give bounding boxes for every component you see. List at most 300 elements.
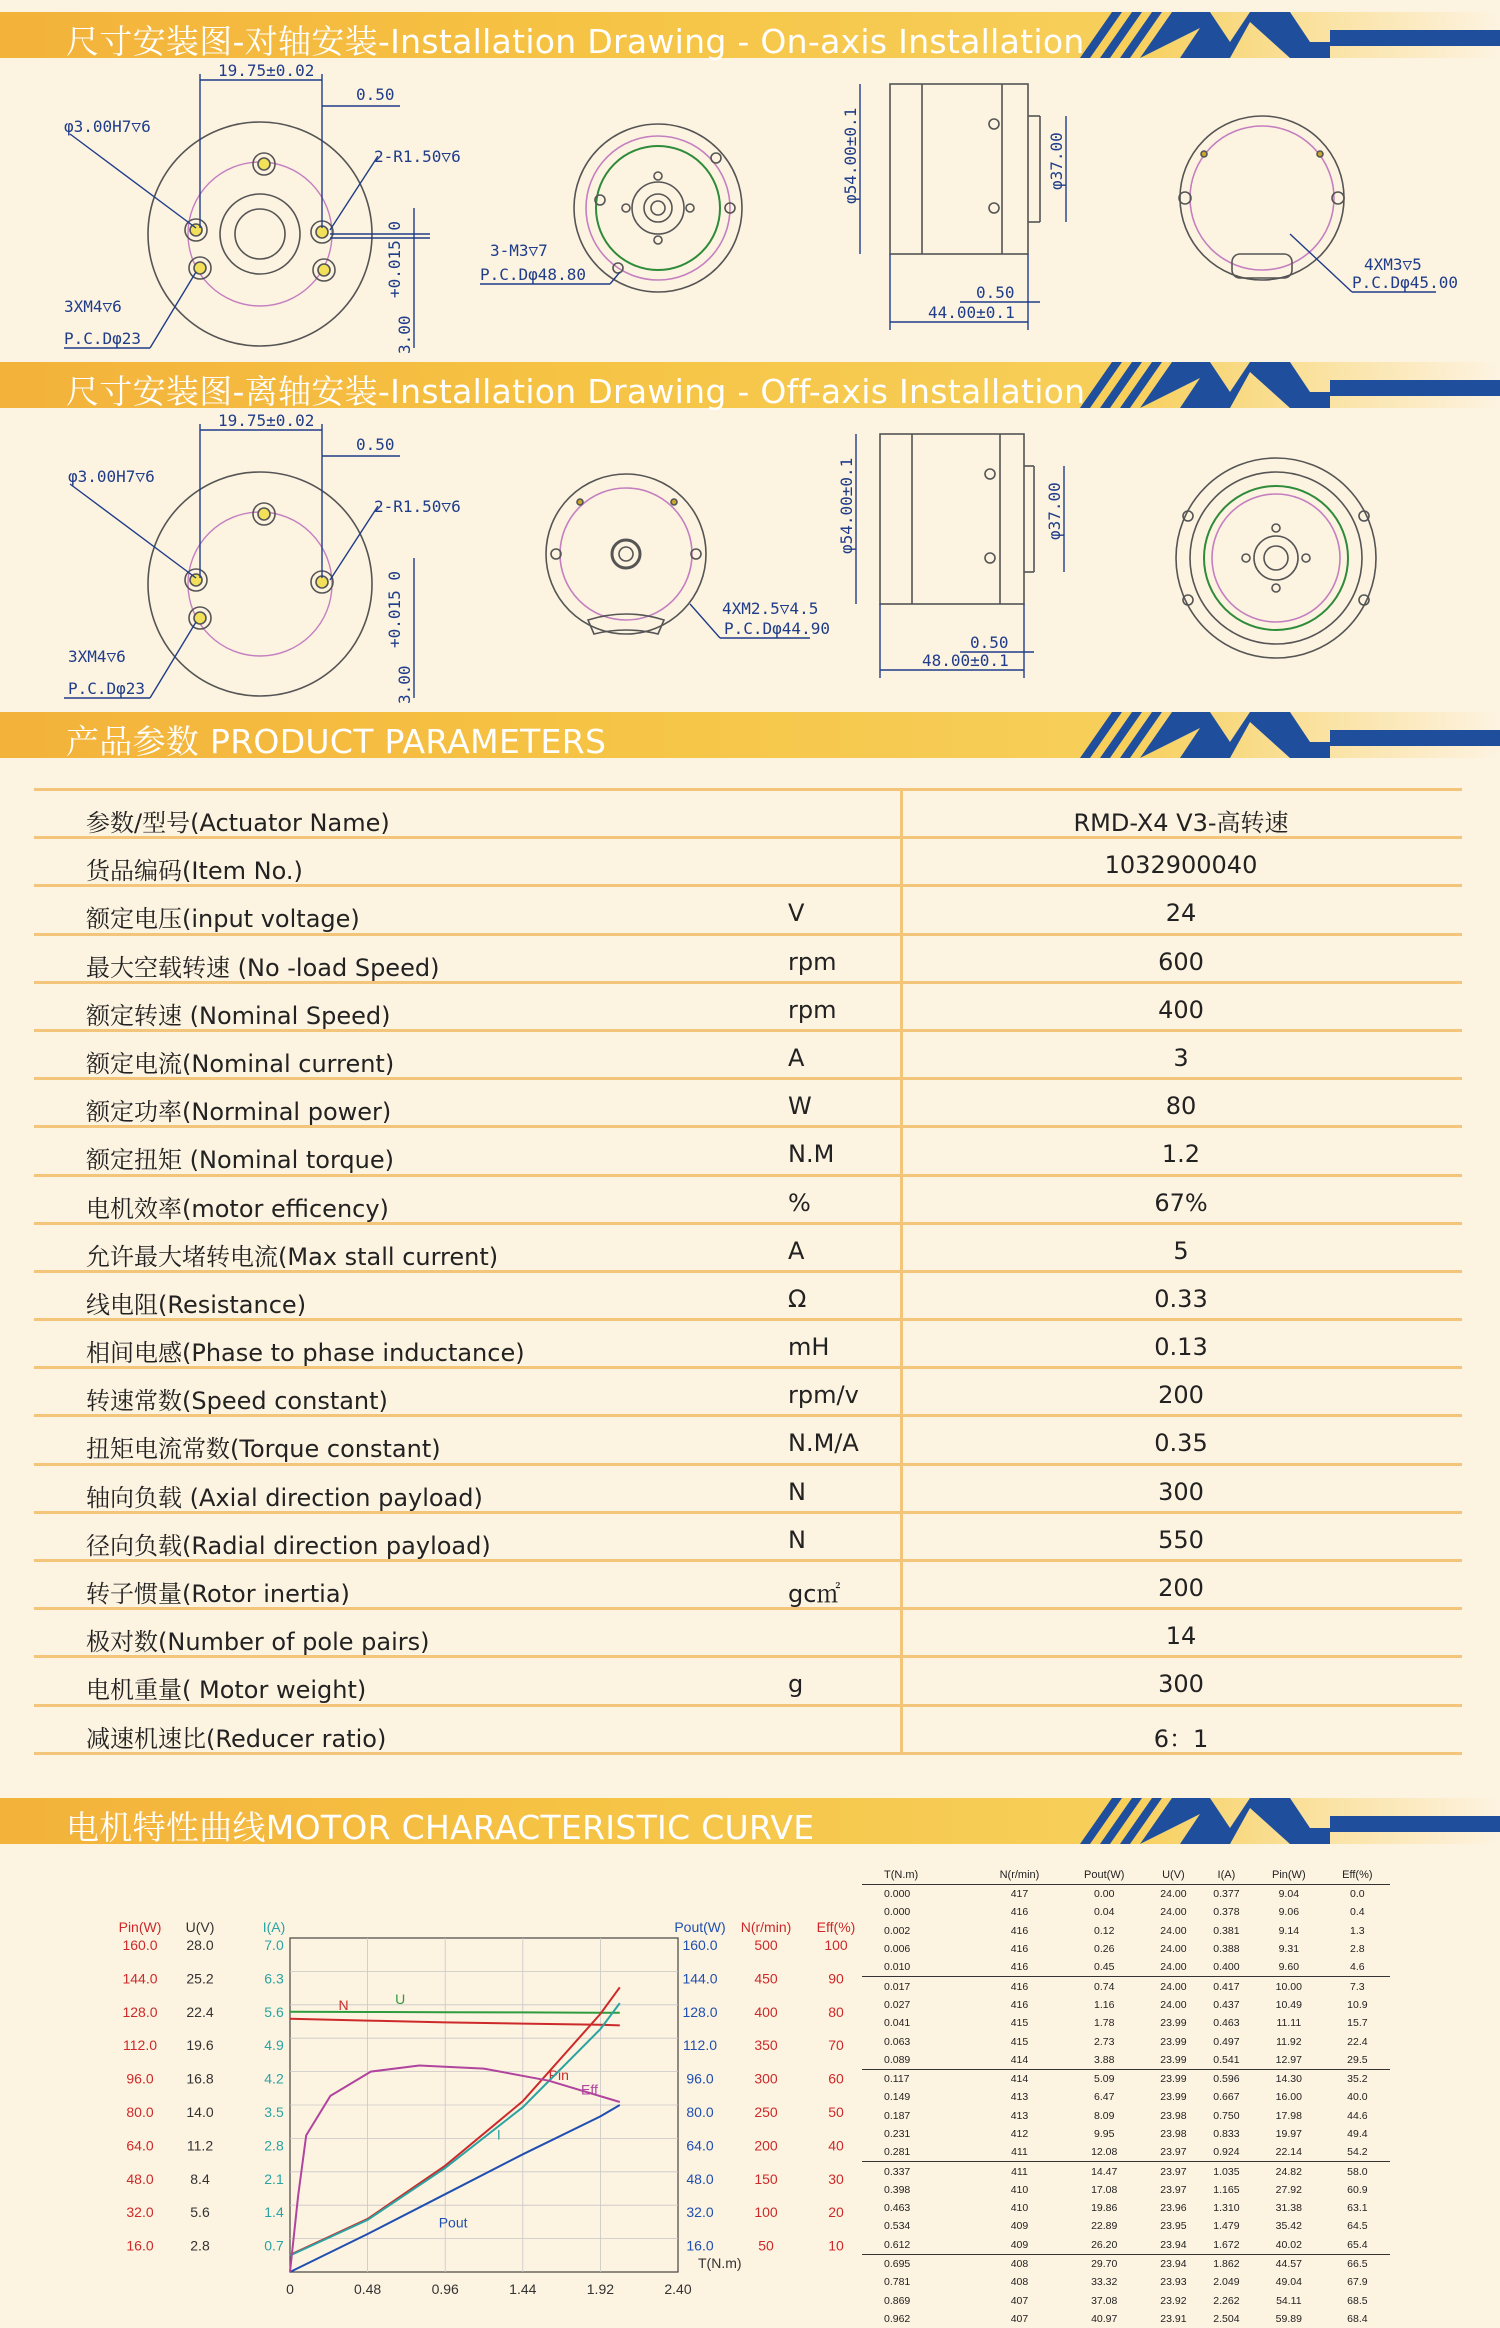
dim-offaxis-3: φ3.00H7▽6 [68, 467, 155, 486]
curve-table-row [862, 2014, 1390, 2032]
curve-table-cell: 415 [1010, 2017, 1029, 2030]
curve-table-cell: 416 [1010, 1998, 1029, 2011]
curve-table-row [862, 1903, 1390, 1921]
curve-table-cell: 0.833 [1213, 2128, 1240, 2140]
curve-table-cell: 416 [1010, 1943, 1029, 1956]
param-unit: % [788, 1188, 811, 1217]
curve-table-cell: 59.89 [1275, 2312, 1302, 2325]
curve-table-cell: 68.5 [1347, 2294, 1368, 2307]
curve-table-cell: 63.1 [1347, 2202, 1368, 2215]
right-axis-tick: 300 [754, 2070, 778, 2087]
curve-table-row [862, 2051, 1390, 2070]
curve-table-cell: 0.781 [884, 2276, 911, 2289]
param-unit: V [788, 899, 805, 928]
param-name: 最大空载转速 (No -load Speed) [86, 953, 440, 982]
curve-table-cell: 54.2 [1325, 2143, 1390, 2162]
param-value: 400 [1158, 995, 1204, 1024]
right-axis-tick: 96.0 [686, 2070, 714, 2087]
curve-table-cell: 44.57 [1275, 2258, 1302, 2271]
curve-table-cell: 24.00 [1160, 1906, 1187, 1919]
dim-onaxis-8: 3-M3▽7 [490, 241, 548, 260]
banner-params-title: 产品参数 PRODUCT PARAMETERS [66, 722, 607, 761]
param-value: 1.2 [1161, 1140, 1201, 1169]
curve-table-cell: 2.8 [1350, 1943, 1365, 1956]
curve-table-row [862, 2125, 1390, 2143]
curve-table-row [862, 2254, 1390, 2273]
param-name: 线电阻(Resistance) [86, 1290, 307, 1319]
curve-table-cell: 49.04 [1275, 2276, 1302, 2289]
brand-logo [1060, 712, 1500, 758]
curve-table-cell: 1.310 [1213, 2202, 1240, 2215]
curve-table-cell: 24.00 [1147, 1958, 1200, 1977]
curve-table-cell: 0.187 [884, 2109, 911, 2122]
right-axis-tick: 128.0 [682, 2003, 718, 2020]
series-label-eff: Eff [581, 2081, 598, 2098]
curve-table-cell: 1.862 [1213, 2258, 1240, 2271]
curve-table-cell: 410 [1010, 2183, 1029, 2196]
series-label-i: I [496, 2126, 501, 2143]
left-axis-tick: 96.0 [126, 2070, 154, 2087]
curve-table-cell: 65.4 [1325, 2236, 1390, 2255]
motor-characteristic-chart [0, 1900, 860, 2322]
param-value: 67% [1154, 1188, 1208, 1217]
left-axis-tick: 4.9 [264, 2037, 284, 2054]
curve-table-cell: 23.99 [1147, 2051, 1200, 2070]
curve-table-cell: 2.73 [1093, 2035, 1115, 2048]
left-axis-tick: 7.0 [264, 1937, 284, 1953]
series-line-pout [290, 2105, 620, 2272]
curve-table-cell: 0.041 [884, 2017, 911, 2030]
curve-table-cell: 0.400 [1200, 1958, 1253, 1977]
curve-table-cell: 4.6 [1325, 1958, 1390, 1977]
curve-table-cell: 0.04 [1093, 1906, 1115, 1919]
dim-onaxis-1: 19.75±0.02 [218, 61, 315, 80]
param-row [34, 984, 1462, 1032]
curve-table-cell: 0.463 [1213, 2017, 1240, 2030]
curve-table-cell: 415 [1010, 2035, 1029, 2048]
curve-table-cell: 0.437 [1213, 1998, 1240, 2011]
offaxis-drawing [0, 408, 1500, 708]
param-unit: A [788, 1236, 805, 1265]
curve-table-cell: 10.49 [1275, 1998, 1302, 2011]
curve-table-row [862, 1977, 1390, 1996]
left-axis-tick: 4.2 [264, 2070, 284, 2087]
curve-table-cell: 0.017 [884, 1980, 911, 1993]
curve-table-cell: 0.377 [1213, 1888, 1240, 1901]
banner-offaxis-title: 尺寸安装图-离轴安装-Installation Drawing - Off-axis Installation [66, 372, 1086, 411]
right-axis-tick: 20 [828, 2204, 844, 2221]
curve-table-cell: 409 [977, 2236, 1061, 2255]
curve-table-cell: 23.94 [1160, 2258, 1187, 2271]
curve-table-cell: 5.09 [1093, 2073, 1115, 2086]
left-axis-tick: 32.0 [126, 2204, 154, 2221]
right-axis-tick: 40 [828, 2137, 844, 2154]
curve-table-cell: 27.92 [1275, 2183, 1302, 2196]
param-row [34, 791, 1462, 839]
param-row [34, 1321, 1462, 1369]
curve-table-cell: 0.962 [884, 2312, 911, 2325]
left-axis-tick: 64.0 [126, 2137, 154, 2154]
banner-onaxis-title: 尺寸安装图-对轴安装-Installation Drawing - On-axis Installation [66, 22, 1085, 61]
curve-table-cell: 0.695 [884, 2258, 911, 2271]
curve-table-cell: 10.9 [1347, 1998, 1368, 2011]
param-name: 扭矩电流常数(Torque constant) [86, 1435, 441, 1464]
curve-table-cell: 9.04 [1278, 1888, 1300, 1901]
param-row [34, 936, 1462, 984]
curve-table-cell: 23.99 [1160, 2017, 1187, 2030]
param-row [34, 1610, 1462, 1658]
curve-table-cell: 0.027 [884, 1998, 911, 2011]
curve-table-cell: 0.231 [884, 2128, 911, 2140]
param-unit: rpm [788, 947, 837, 976]
right-axis-tick: 16.0 [686, 2237, 714, 2254]
right-axis-tick: 100 [824, 1937, 848, 1953]
curve-table-cell: 49.4 [1347, 2128, 1368, 2140]
dim-onaxis-12: 0.50 [976, 283, 1015, 302]
param-value: 200 [1158, 1381, 1204, 1410]
left-axis-tick: 8.4 [190, 2170, 210, 2187]
right-axis-tick: 80 [828, 2003, 844, 2020]
curve-table-cell: 23.97 [1160, 2183, 1187, 2196]
param-unit: N [788, 1525, 806, 1554]
curve-table-cell: 0.869 [884, 2294, 911, 2307]
param-unit: N [788, 1477, 806, 1506]
param-name: 额定扭矩 (Nominal torque) [86, 1146, 395, 1175]
right-axis-tick: 32.0 [686, 2204, 714, 2221]
curve-table-cell: 17.08 [1091, 2183, 1118, 2196]
left-axis-label: I(A) [262, 1919, 286, 1935]
param-row [34, 1273, 1462, 1321]
param-value: 24 [1165, 899, 1197, 928]
left-axis-tick: 80.0 [126, 2104, 154, 2120]
banner-curve [0, 1798, 1500, 1847]
curve-table-cell: 0.497 [1213, 2035, 1240, 2048]
param-value: 80 [1165, 1092, 1197, 1121]
param-name: 转子惯量(Rotor inertia) [86, 1580, 350, 1608]
curve-table-cell: 7.3 [1350, 1980, 1365, 1993]
left-axis-tick: 160.0 [122, 1937, 158, 1953]
param-unit: rpm/v [788, 1381, 859, 1410]
dim-onaxis-4: 2-R1.50▽6 [374, 147, 461, 166]
curve-table-cell: 1.672 [1200, 2236, 1253, 2255]
param-unit: N.M/A [788, 1429, 859, 1458]
curve-table-row [862, 1996, 1390, 2014]
curve-table-row [862, 2199, 1390, 2217]
curve-table-cell: 6.47 [1093, 2091, 1115, 2104]
curve-table-cell: 24.00 [1160, 1998, 1187, 2011]
param-name: 径向负载(Radial direction payload) [86, 1531, 491, 1560]
dim-onaxis-3: φ3.00H7▽6 [64, 117, 151, 136]
param-row [34, 1514, 1462, 1562]
dim-onaxis-9: P.C.Dφ48.80 [480, 265, 586, 284]
curve-table-cell: 10.00 [1275, 1980, 1302, 1993]
curve-table-header: T(N.m) [884, 1869, 919, 1881]
param-row [34, 1562, 1462, 1610]
curve-table-cell: 408 [1010, 2276, 1029, 2289]
curve-table-cell: 1.479 [1213, 2220, 1240, 2233]
curve-table-cell: 1.035 [1213, 2165, 1240, 2178]
curve-table-cell: 11.11 [1276, 2017, 1302, 2030]
curve-table-cell: 54.11 [1276, 2294, 1302, 2307]
dim-offaxis-5: 3XM4▽6 [68, 647, 126, 666]
param-name: 转速常数(Speed constant) [86, 1387, 388, 1416]
curve-table-cell: 0.378 [1213, 1906, 1240, 1919]
curve-table-cell: 410 [1010, 2202, 1029, 2215]
curve-table-cell: 416 [977, 1958, 1061, 1977]
brand-logo [1060, 1798, 1500, 1844]
curve-table-cell: 23.99 [1160, 2073, 1187, 2086]
left-axis-tick: 25.2 [186, 1970, 214, 1987]
right-axis-tick: 112.0 [683, 2037, 717, 2054]
param-row [34, 1466, 1462, 1514]
param-value: 0.33 [1154, 1284, 1208, 1313]
curve-table-cell: 0.45 [1062, 1958, 1147, 1977]
curve-table-row [862, 2088, 1390, 2106]
left-axis-tick: 5.6 [190, 2204, 210, 2221]
param-name: 允许最大堵转电流(Max stall current) [86, 1242, 499, 1271]
x-tick-label: 1.92 [586, 2281, 615, 2297]
param-name: 电机重量( Motor weight) [86, 1676, 367, 1705]
left-axis-tick: 144.0 [122, 1970, 158, 1987]
curve-table-cell: 411 [977, 2143, 1061, 2162]
curve-table-header: U(V) [1162, 1869, 1185, 1881]
curve-table-cell: 24.00 [1160, 1888, 1187, 1901]
curve-table-cell: 23.92 [1160, 2294, 1187, 2307]
left-axis-tick: 22.4 [186, 2003, 214, 2020]
param-unit: mH [788, 1333, 830, 1362]
curve-table-cell: 1.165 [1213, 2183, 1240, 2196]
left-axis-tick: 1.4 [264, 2204, 284, 2221]
series-line-n [290, 2019, 620, 2026]
curve-table-row [862, 1940, 1390, 1958]
curve-table-cell: 0.463 [884, 2202, 911, 2215]
curve-table-cell: 24.00 [1160, 1980, 1187, 1993]
curve-table-cell: 11.92 [1276, 2035, 1302, 2048]
param-row [34, 1707, 1462, 1755]
param-value: 300 [1158, 1670, 1204, 1699]
curve-table-row [862, 2292, 1390, 2310]
dim-offaxis-10: φ54.00±0.1 [837, 457, 856, 554]
param-name: 相间电感(Phase to phase inductance) [86, 1339, 525, 1368]
curve-table-header: Pout(W) [1084, 1869, 1125, 1881]
banner-offaxis [0, 362, 1500, 411]
curve-table-cell: 23.95 [1160, 2220, 1187, 2233]
right-axis-tick: 60 [828, 2070, 844, 2087]
param-unit: gc㎡ [788, 1580, 841, 1608]
param-row [34, 1225, 1462, 1273]
curve-table-cell: 417 [1010, 1888, 1029, 1901]
right-axis-label: Pout(W) [674, 1919, 726, 1935]
curve-table-cell: 44.6 [1347, 2109, 1368, 2122]
x-tick-label: 0.96 [431, 2281, 459, 2297]
curve-table-cell: 411 [1011, 2165, 1028, 2178]
curve-table-cell: 37.08 [1091, 2294, 1118, 2307]
param-unit: Ω [788, 1284, 807, 1313]
curve-table-cell: 29.5 [1325, 2051, 1390, 2070]
left-axis-tick: 19.6 [186, 2037, 214, 2054]
dim-onaxis-6: P.C.Dφ23 [64, 329, 142, 348]
curve-table-cell: 0.00 [1093, 1888, 1115, 1901]
param-value: 14 [1165, 1622, 1197, 1651]
left-axis-tick: 5.6 [264, 2003, 284, 2020]
param-name: 轴向负载 (Axial direction payload) [86, 1483, 483, 1512]
curve-table-cell: 31.38 [1275, 2202, 1302, 2215]
param-row [34, 839, 1462, 887]
x-tick-label: 0.48 [353, 2281, 382, 2297]
curve-table-cell: 23.97 [1160, 2165, 1187, 2178]
left-axis-tick: 128.0 [122, 2003, 158, 2020]
curve-table-cell: 14.30 [1275, 2073, 1302, 2086]
x-axis-label: T(N.m) [698, 2255, 742, 2271]
dim-offaxis-11: φ37.00 [1045, 482, 1064, 540]
param-value: 6：1 [1153, 1724, 1209, 1753]
curve-table-cell: 414 [1010, 2073, 1029, 2086]
curve-table-cell: 0.596 [1213, 2073, 1240, 2086]
param-value: 200 [1158, 1574, 1204, 1602]
curve-data-table [862, 1866, 1390, 2328]
param-row [34, 1177, 1462, 1225]
param-name: 极对数(Number of pole pairs) [86, 1628, 430, 1657]
curve-table-cell: 414 [977, 2051, 1061, 2070]
onaxis-drawing [0, 58, 1500, 358]
param-row [34, 1080, 1462, 1128]
dim-onaxis-7: 3.00 [395, 315, 414, 354]
curve-table-cell: 67.9 [1347, 2276, 1368, 2289]
curve-table-cell: 12.97 [1253, 2051, 1325, 2070]
curve-table-cell: 9.95 [1093, 2128, 1115, 2140]
right-axis-tick: 50 [758, 2237, 774, 2254]
left-axis-tick: 16.0 [126, 2237, 154, 2254]
param-name: 减速机速比(Reducer ratio) [86, 1724, 387, 1753]
curve-table-cell: 0.417 [1213, 1980, 1240, 1993]
dim-onaxis-2: 0.50 [356, 85, 395, 104]
curve-table-row [862, 2310, 1390, 2328]
curve-table-cell: 0.002 [884, 1924, 911, 1937]
curve-table-cell: 16.00 [1275, 2091, 1302, 2104]
param-name: 额定电流(Nominal current) [86, 1049, 395, 1078]
left-axis-tick: 2.8 [264, 2137, 284, 2154]
right-axis-tick: 250 [754, 2104, 778, 2120]
right-axis-tick: 450 [754, 1970, 778, 1987]
param-row [34, 1128, 1462, 1176]
right-axis-tick: 50 [828, 2104, 844, 2120]
curve-table-cell: 68.4 [1347, 2312, 1368, 2325]
curve-table-cell: 19.86 [1091, 2202, 1118, 2215]
curve-table-row [862, 1922, 1390, 1940]
curve-table-cell: 12.08 [1062, 2143, 1147, 2162]
curve-table-cell: 0.388 [1213, 1943, 1240, 1956]
curve-table-cell: 15.7 [1347, 2017, 1368, 2030]
curve-table-cell: 0.26 [1093, 1943, 1115, 1956]
curve-table-cell: 23.98 [1160, 2109, 1187, 2122]
curve-table-cell: 2.504 [1213, 2312, 1240, 2325]
right-axis-tick: 100 [754, 2204, 778, 2221]
param-row [34, 887, 1462, 935]
left-axis-tick: 14.0 [186, 2104, 214, 2120]
curve-table-header: Pin(W) [1272, 1869, 1306, 1881]
curve-table-cell: 26.20 [1062, 2236, 1147, 2255]
curve-table-cell: 407 [1010, 2294, 1029, 2307]
right-axis-tick: 500 [754, 1937, 778, 1953]
curve-table-cell: 19.97 [1275, 2128, 1302, 2140]
curve-table-cell: 412 [1010, 2128, 1029, 2140]
left-axis-tick: 2.8 [190, 2237, 210, 2254]
series-line-u [290, 2012, 620, 2013]
right-axis-tick: 10 [828, 2237, 844, 2254]
curve-table-cell: 407 [1010, 2312, 1029, 2325]
param-unit: rpm [788, 995, 837, 1024]
param-value: 600 [1158, 947, 1204, 976]
right-axis-tick: 200 [754, 2137, 778, 2154]
curve-table-cell: 60.9 [1347, 2183, 1368, 2196]
curve-table-cell: 0.541 [1200, 2051, 1253, 2070]
right-axis-tick: 30 [828, 2170, 844, 2187]
dim-offaxis-13: 48.00±0.1 [922, 651, 1009, 670]
right-axis-tick: 350 [754, 2037, 778, 2054]
param-value: RMD-X4 V3-高转速 [1073, 809, 1289, 837]
curve-table-cell: 0.398 [884, 2183, 911, 2196]
curve-table-cell: 0.000 [884, 1888, 911, 1901]
left-axis-label: U(V) [185, 1919, 215, 1935]
param-value: 5 [1173, 1236, 1189, 1265]
curve-table-cell: 9.60 [1253, 1958, 1325, 1977]
x-tick-label: 1.44 [509, 2281, 537, 2297]
curve-table-cell: 9.14 [1278, 1924, 1300, 1937]
curve-table-cell: 0.612 [862, 2236, 977, 2255]
curve-table-cell: 0.0 [1350, 1888, 1365, 1901]
right-axis-tick: 70 [828, 2037, 844, 2054]
param-row [34, 1369, 1462, 1417]
dim-offaxis-6: P.C.Dφ23 [68, 679, 146, 698]
series-label-n: N [338, 1996, 349, 2013]
curve-table-cell: 416 [1010, 1906, 1029, 1919]
curve-table-cell: 1.78 [1093, 2017, 1115, 2030]
curve-table-cell: 3.88 [1062, 2051, 1147, 2070]
brand-logo [1060, 12, 1500, 58]
curve-table-cell: 0.000 [884, 1906, 911, 1919]
curve-table-cell: 0.750 [1213, 2109, 1240, 2122]
curve-table-cell: 24.00 [1160, 1924, 1187, 1937]
curve-table-cell: 416 [1010, 1924, 1029, 1937]
right-axis-tick: 400 [754, 2003, 778, 2020]
curve-table-cell: 66.5 [1347, 2258, 1368, 2271]
left-axis-tick: 3.5 [264, 2104, 284, 2120]
curve-table-cell: 58.0 [1347, 2165, 1368, 2178]
curve-table-cell: 413 [1010, 2109, 1029, 2122]
param-unit: A [788, 1043, 805, 1072]
curve-table-cell: 0.924 [1200, 2143, 1253, 2162]
param-value: 550 [1158, 1525, 1204, 1554]
curve-table-cell: 64.5 [1347, 2220, 1368, 2233]
left-axis-tick: 6.3 [264, 1970, 284, 1987]
right-axis-label: Eff(%) [816, 1919, 856, 1935]
series-label-u: U [395, 1991, 406, 2008]
curve-table-cell: 40.97 [1091, 2312, 1118, 2325]
curve-table-cell: 0.063 [884, 2035, 911, 2048]
curve-table-cell: 0.117 [884, 2073, 910, 2086]
dim-offaxis-2: 0.50 [356, 435, 395, 454]
curve-table-row [862, 2069, 1390, 2088]
curve-table-cell: 9.06 [1278, 1906, 1300, 1919]
param-value: 1032900040 [1104, 851, 1258, 880]
right-axis-tick: 64.0 [686, 2137, 714, 2154]
curve-table-cell: 14.47 [1091, 2165, 1118, 2178]
curve-table-cell: 416 [1010, 1980, 1029, 1993]
curve-table-cell: 0.089 [862, 2051, 977, 2070]
curve-table-cell: 22.4 [1347, 2035, 1368, 2048]
curve-table-cell: 40.02 [1253, 2236, 1325, 2255]
curve-table-row [862, 2162, 1390, 2181]
